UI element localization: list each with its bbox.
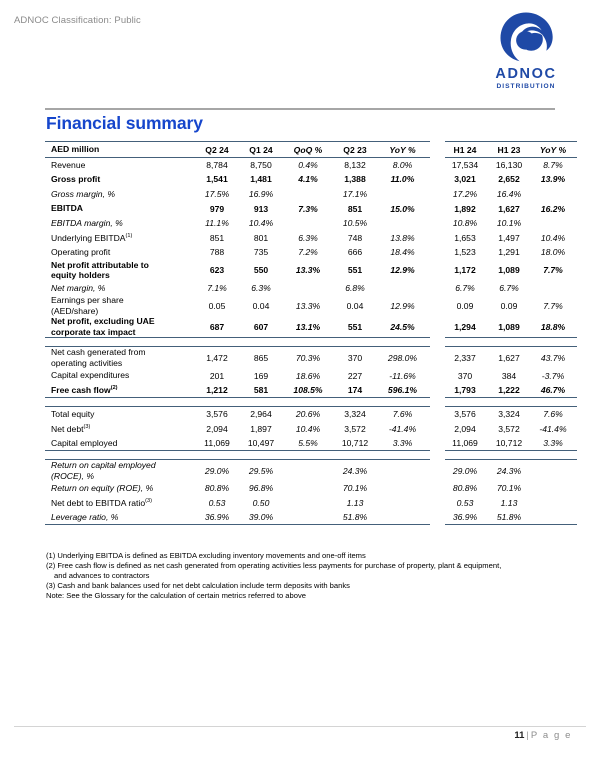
table-cell: 2,094 — [206, 423, 228, 434]
table-cell: 551 — [347, 265, 363, 276]
table-cell: 13.1% — [285, 316, 335, 337]
table-cell: 10.4% — [540, 232, 566, 243]
table-row — [45, 216, 577, 231]
table-cell: -3.7% — [541, 370, 565, 381]
row-label: Net debt$^{(3)}$ — [51, 423, 91, 434]
table-cell: 1,294 — [445, 316, 489, 337]
table-cell: 607 — [241, 316, 285, 337]
page-title: Financial summary — [46, 113, 203, 133]
table-cell: 7.6% — [543, 409, 563, 420]
table-cell: 17.2% — [452, 188, 478, 199]
table-column-gap — [430, 496, 445, 511]
table-cell: 913 — [253, 203, 269, 214]
table-cell: 370 — [347, 352, 363, 363]
table-cell — [533, 510, 577, 525]
table-column-gap — [430, 368, 445, 383]
table-cell: 0.50 — [252, 498, 270, 509]
row-label: Total equity — [51, 408, 95, 419]
table-cell: 6.7% — [499, 282, 519, 293]
footnotes-block — [46, 551, 566, 601]
column-header-q2-23: Q2 23 — [335, 142, 379, 158]
table-cell: 596.1% — [379, 383, 430, 398]
table-cell: 370 — [457, 370, 473, 381]
row-label: Net profit attributable to equity holders — [51, 259, 149, 281]
table-column-gap — [430, 460, 445, 481]
table-cell: 0.09 — [456, 300, 474, 311]
table-cell: 96.8% — [248, 483, 274, 494]
row-label: Net profit, excluding UAE corporate tax impact — [45, 316, 197, 337]
table-cell: 1,089 — [489, 316, 533, 337]
table-cell: 6.3% — [298, 232, 318, 243]
table-cell: 16.2% — [540, 203, 566, 214]
column-header-yoy-h: YoY % — [533, 142, 577, 158]
table-cell: 666 — [347, 247, 363, 258]
row-label: EBITDA — [51, 203, 83, 214]
table-column-gap — [430, 158, 445, 173]
table-cell: 5.5% — [285, 436, 335, 451]
table-cell: 6.7% — [455, 282, 475, 293]
table-column-gap — [430, 142, 445, 158]
row-label: Leverage ratio, % — [45, 510, 197, 525]
table-cell: 10,497 — [241, 436, 285, 451]
table-cell: 1,793 — [445, 383, 489, 398]
table-cell: 1,222 — [489, 383, 533, 398]
table-cell: 298.0% — [387, 352, 418, 363]
table-cell: 550 — [253, 265, 269, 276]
table-cell: 7.3% — [298, 203, 318, 214]
table-cell: 7.6% — [392, 409, 413, 420]
table-row — [45, 295, 577, 316]
table-cell — [379, 216, 430, 231]
table-cell: 11.1% — [205, 218, 229, 229]
table-cell: 3,572 — [344, 423, 366, 434]
row-label: Gross profit — [51, 174, 101, 185]
row-label: Net debt to EBITDA ratio$^{(3)}$ — [51, 497, 152, 508]
table-cell: 16.9% — [248, 188, 274, 199]
table-cell: 3,572 — [498, 423, 520, 434]
table-cell: 1,172 — [454, 265, 476, 276]
table-cell: 551 — [335, 316, 379, 337]
table-row — [45, 172, 577, 187]
table-row — [45, 422, 577, 437]
table-cell: 6.3% — [251, 282, 271, 293]
table-cell: 10.1% — [496, 218, 522, 229]
table-row — [45, 230, 577, 245]
table-cell: 36.9% — [445, 510, 489, 525]
table-cell: 169 — [253, 370, 269, 381]
table-cell: 8,750 — [250, 160, 272, 171]
table-cell: 581 — [241, 383, 285, 398]
footer-separator: | — [526, 730, 529, 741]
table-cell: 46.7% — [533, 383, 577, 398]
table-cell — [285, 216, 335, 231]
table-row — [45, 496, 577, 511]
table-row — [45, 460, 577, 481]
table-cell — [533, 216, 577, 231]
logo-submark: DISTRIBUTION — [496, 83, 556, 91]
footnote-marker: (2) — [110, 384, 118, 391]
table-cell — [379, 481, 430, 496]
row-label: Capital employed — [45, 436, 197, 451]
table-cell: 1,892 — [454, 203, 476, 214]
row-label: Capital expenditures — [51, 370, 130, 381]
table-cell: 227 — [347, 370, 363, 381]
table-cell: 3.3% — [533, 436, 577, 451]
table-cell: 18.4% — [390, 247, 415, 258]
table-cell — [379, 510, 430, 525]
table-header-row — [45, 142, 577, 158]
table-cell: 6.8% — [345, 282, 365, 293]
column-header-h1-24: H1 24 — [445, 142, 489, 158]
table-cell: 17,534 — [451, 160, 479, 171]
table-cell: 16.4% — [496, 188, 522, 199]
table-cell: 0.53 — [208, 498, 226, 509]
table-cell: 1,653 — [454, 232, 476, 243]
adnoc-distribution-logo — [480, 10, 572, 90]
table-cell: 201 — [209, 370, 225, 381]
row-label: Return on capital employed (ROCE), % — [51, 460, 156, 481]
table-cell: 0.05 — [208, 300, 226, 311]
table-cell: 43.7% — [540, 352, 566, 363]
table-cell — [285, 281, 335, 296]
table-column-gap — [430, 383, 445, 398]
table-cell: 10.8% — [452, 218, 478, 229]
table-row — [45, 245, 577, 260]
table-cell: 10,712 — [489, 436, 533, 451]
row-label: Net cash generated from operating activities — [51, 347, 146, 368]
table-cell: 979 — [209, 203, 225, 214]
table-cell: 29.0% — [204, 465, 230, 476]
financial-summary-table — [45, 141, 577, 525]
table-row — [45, 347, 577, 368]
table-row — [45, 481, 577, 496]
title-divider — [45, 108, 555, 110]
table-cell: 1,212 — [197, 383, 241, 398]
footnote-2: (2) Free cash flow is defined as net cash generated from operating activities less payments for purchase of property, plant & equipment, — [46, 561, 502, 571]
table-cell: 80.8% — [204, 483, 230, 494]
table-column-gap — [430, 201, 445, 216]
table-cell: 13.3% — [295, 300, 321, 311]
table-cell: 851 — [209, 232, 225, 243]
column-header-h1-23: H1 23 — [489, 142, 533, 158]
table-cell: 39.0% — [241, 510, 285, 525]
row-label: Revenue — [51, 159, 86, 170]
table-cell: 29.5% — [248, 465, 274, 476]
table-cell: 2,652 — [498, 174, 520, 185]
column-header-q1-24: Q1 24 — [241, 142, 285, 158]
table-cell: 7.7% — [543, 265, 563, 276]
table-cell — [285, 481, 335, 496]
table-cell: 0.53 — [456, 498, 474, 509]
table-cell: 1,523 — [454, 247, 476, 258]
column-header-label: AED million — [45, 142, 197, 158]
row-label: Operating profit — [51, 247, 111, 258]
row-label: Gross margin, % — [51, 188, 115, 199]
table-cell — [285, 187, 335, 202]
table-row — [45, 383, 577, 398]
table-cell: 80.8% — [452, 483, 478, 494]
table-row — [45, 316, 577, 337]
table-cell: 108.5% — [285, 383, 335, 398]
table-column-gap — [430, 245, 445, 260]
table-row — [45, 510, 577, 525]
table-cell — [533, 187, 577, 202]
table-column-gap — [430, 510, 445, 525]
table-cell: 51.8% — [335, 510, 379, 525]
row-label: Earnings per share (AED/share) — [51, 295, 124, 316]
table-cell: 1.13 — [500, 498, 518, 509]
table-cell: 10,712 — [335, 436, 379, 451]
table-cell — [379, 460, 430, 481]
row-label: Underlying EBITDA$^{(1)}$ — [51, 232, 133, 243]
footnote-note: Note: See the Glossary for the calculation of certain metrics referred to above — [46, 591, 307, 601]
table-cell: 24.5% — [379, 316, 430, 337]
table-cell: 0.4% — [298, 160, 318, 171]
table-column-gap — [430, 295, 445, 316]
table-cell: 748 — [347, 232, 363, 243]
table-cell: 15.0% — [390, 203, 415, 214]
column-header-yoy-q: YoY % — [379, 142, 430, 158]
table-cell: 1,541 — [206, 174, 228, 185]
table-cell: 10.4% — [295, 423, 321, 434]
table-cell: 7.2% — [298, 247, 318, 258]
row-label: Net margin, % — [51, 282, 106, 293]
table-cell: 174 — [335, 383, 379, 398]
table-column-gap — [430, 172, 445, 187]
footnote-marker: (3) — [83, 423, 91, 430]
footnote-1: (1) Underlying EBITDA is defined as EBITDA excluding inventory movements and one-off items — [46, 551, 366, 560]
table-cell: 12.9% — [390, 300, 415, 311]
table-cell: 70.3% — [295, 352, 321, 363]
table-body — [45, 142, 577, 525]
table-cell: 3,324 — [498, 409, 520, 420]
table-cell: 29.0% — [452, 465, 478, 476]
section-spacer — [45, 451, 577, 460]
table-cell — [379, 496, 430, 511]
table-cell: 0.09 — [500, 300, 518, 311]
table-cell: 2,094 — [454, 423, 476, 434]
table-cell: 7.1% — [207, 282, 227, 293]
table-cell — [533, 281, 577, 296]
classification-label: ADNOC Classification: Public — [14, 15, 141, 26]
table-cell: 18.8% — [533, 316, 577, 337]
table-cell: 1.13 — [346, 498, 364, 509]
table-cell: 13.3% — [295, 265, 321, 276]
table-column-gap — [430, 260, 445, 281]
table-cell: 1,481 — [250, 174, 272, 185]
table-cell: 788 — [209, 247, 225, 258]
table-cell: 7.7% — [543, 300, 563, 311]
table-cell: 11,069 — [445, 436, 489, 451]
table-cell: 3,324 — [344, 409, 366, 420]
table-cell: 735 — [253, 247, 269, 258]
table-cell: 16,130 — [495, 160, 523, 171]
table-cell: 1,291 — [498, 247, 520, 258]
table-row — [45, 436, 577, 451]
table-cell: 687 — [197, 316, 241, 337]
table-column-gap — [430, 407, 445, 422]
table-row — [45, 260, 577, 281]
table-cell: 70.1% — [496, 483, 522, 494]
section-spacer — [45, 338, 577, 347]
table-cell: 13.8% — [390, 232, 415, 243]
table-cell: 384 — [501, 370, 517, 381]
table-row — [45, 407, 577, 422]
table-cell: 3.3% — [379, 436, 430, 451]
table-cell: 1,388 — [344, 174, 366, 185]
table-cell: 10.5% — [342, 218, 368, 229]
table-cell: 801 — [253, 232, 269, 243]
table-cell: 11.0% — [390, 174, 415, 185]
table-cell: 51.8% — [489, 510, 533, 525]
table-cell: 3,021 — [454, 174, 476, 185]
table-cell — [285, 510, 335, 525]
table-cell: 2,337 — [454, 352, 476, 363]
logo-wordmark: ADNOC — [495, 66, 557, 82]
footnote-marker: (3) — [145, 497, 152, 504]
column-header-q2-24: Q2 24 — [197, 142, 241, 158]
table-cell: 17.5% — [204, 188, 230, 199]
page-footer — [514, 730, 572, 741]
table-cell: 24.3% — [342, 465, 368, 476]
table-cell: -11.6% — [389, 370, 416, 381]
table-cell: 11,069 — [197, 436, 241, 451]
table-cell: 70.1% — [342, 483, 368, 494]
footer-divider — [14, 726, 586, 727]
footnote-3: (3) Cash and bank balances used for net debt calculation include term deposits with banks — [46, 581, 350, 591]
table-column-gap — [430, 422, 445, 437]
table-cell — [379, 187, 430, 202]
table-cell: 8.7% — [543, 160, 563, 171]
table-column-gap — [430, 316, 445, 337]
table-cell — [533, 496, 577, 511]
table-cell: -41.4% — [539, 423, 567, 434]
table-cell: 3,576 — [206, 409, 228, 420]
footnote-2-cont: and advances to contractors — [54, 571, 150, 581]
table-cell: 10.4% — [248, 218, 274, 229]
table-column-gap — [430, 347, 445, 368]
table-cell: 12.9% — [390, 265, 415, 276]
section-spacer — [45, 397, 577, 406]
table-cell: 17.1% — [342, 188, 368, 199]
table-cell: 13.9% — [540, 174, 566, 185]
table-row — [45, 201, 577, 216]
adnoc-falcon-logo-icon — [497, 10, 555, 66]
table-cell: 8,132 — [344, 160, 366, 171]
table-cell — [285, 496, 335, 511]
table-cell: 1,089 — [498, 265, 520, 276]
table-cell: 18.6% — [295, 370, 321, 381]
table-cell: 1,497 — [498, 232, 520, 243]
table-column-gap — [430, 436, 445, 451]
footer-page-word: P a g e — [530, 730, 572, 741]
footer-page-number: 11 — [514, 730, 525, 741]
table-row — [45, 368, 577, 383]
row-label: EBITDA margin, % — [51, 217, 123, 228]
table-cell: 3,576 — [454, 409, 476, 420]
table-row — [45, 158, 577, 173]
table-row — [45, 187, 577, 202]
table-cell: 2,964 — [250, 409, 272, 420]
table-column-gap — [430, 187, 445, 202]
row-label: Free cash flow$^{(2)}$ — [45, 383, 197, 398]
table-cell: 851 — [347, 203, 363, 214]
row-label: Return on equity (ROE), % — [51, 483, 154, 494]
table-column-gap — [430, 481, 445, 496]
footnote-marker: (1) — [125, 232, 133, 239]
table-cell: 865 — [253, 352, 269, 363]
table-column-gap — [430, 281, 445, 296]
table-cell: 8,784 — [206, 160, 228, 171]
table-cell: 0.04 — [252, 300, 270, 311]
table-cell: -41.4% — [388, 423, 417, 434]
table-cell: 8.0% — [392, 160, 413, 171]
table-column-gap — [430, 230, 445, 245]
table-column-gap — [430, 216, 445, 231]
table-cell: 4.1% — [298, 174, 318, 185]
table-cell: 1,897 — [250, 423, 272, 434]
table-cell: 1,627 — [498, 203, 520, 214]
table-cell: 0.04 — [346, 300, 364, 311]
table-cell: 623 — [209, 265, 225, 276]
table-cell — [285, 460, 335, 481]
column-header-qoq: QoQ % — [285, 142, 335, 158]
table-cell — [533, 460, 577, 481]
table-cell: 36.9% — [197, 510, 241, 525]
table-cell: 18.0% — [540, 247, 566, 258]
table-cell: 24.3% — [496, 465, 522, 476]
table-row — [45, 281, 577, 296]
table-cell: 1,627 — [498, 352, 520, 363]
table-cell: 20.6% — [295, 409, 321, 420]
table-cell: 1,472 — [206, 352, 228, 363]
table-cell — [533, 481, 577, 496]
table-cell — [379, 281, 430, 296]
